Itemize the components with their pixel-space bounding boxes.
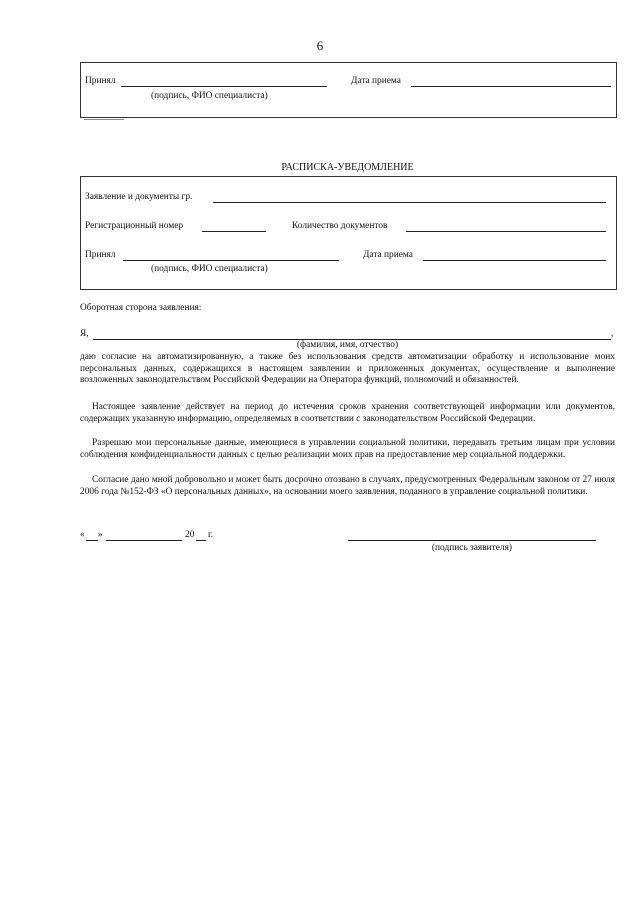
application-label: Заявление и документы гр. <box>85 192 193 202</box>
reg-number-line[interactable] <box>202 231 266 232</box>
i-label: Я, <box>80 329 89 339</box>
date-close-quote: » <box>98 530 103 540</box>
consent-paragraph-3: Разрешаю мои персональные данные, имеющиеся в управлении социальной политики, передавать третьим лицам при условии соблюдения конфиденциальности данных с целью реализации моих прав на предоставление мер социальной поддержки. <box>80 438 615 460</box>
applicant-signature-line[interactable] <box>348 540 596 541</box>
month-line[interactable] <box>106 540 182 541</box>
day-line[interactable] <box>86 540 98 541</box>
date-line[interactable] <box>411 86 611 87</box>
stray-mark <box>84 119 124 120</box>
receipt-title: РАСПИСКА-УВЕДОМЛЕНИЕ <box>281 162 414 173</box>
full-name-caption: (фамилия, имя, отчество) <box>296 340 399 350</box>
year-suffix: г. <box>208 530 214 540</box>
accepted-signature-line[interactable] <box>121 86 327 87</box>
consent-paragraph-1: даю согласие на автоматизированную, а также без использования средств автоматизации обработку и использование моих персональных данных, содержащихся в настоящем заявлении и приложенных документах, осуществление и выполнение возложенных законодательством Российской Федерации на Оператора функций, полномочий и обязанностей. <box>80 352 615 386</box>
year-line[interactable] <box>196 540 206 541</box>
receipt-accepted-line[interactable] <box>123 260 339 261</box>
receipt-box <box>80 176 617 290</box>
full-name-end-comma: , <box>611 329 614 339</box>
applicant-signature-caption: (подпись заявителя) <box>431 543 513 553</box>
top-acceptance-box <box>80 62 617 118</box>
consent-paragraph-2: Настоящее заявление действует на период до истечения сроков хранения соответствующей информации или документов, содержащих указанную информацию, определяемых в соответствии с законодательством Российской Федерации. <box>80 402 615 424</box>
accepted-caption: (подпись, ФИО специалиста) <box>151 91 268 101</box>
reverse-heading: Оборотная сторона заявления: <box>80 303 202 313</box>
receipt-date-line[interactable] <box>423 260 606 261</box>
year-prefix: 20 <box>185 530 195 540</box>
reg-number-label: Регистрационный номер <box>85 221 184 231</box>
date-open-quote: « <box>80 530 85 540</box>
page-number: 6 <box>316 38 324 53</box>
application-name-line[interactable] <box>213 202 606 203</box>
receipt-accepted-caption: (подпись, ФИО специалиста) <box>151 264 268 274</box>
consent-paragraph-4: Согласие дано мной добровольно и может быть досрочно отозвано в случаях, предусмотренных Федеральным законом от 27 июля 2006 года №152-ФЗ «О персональных данных», на основании моего заявления, поданного в управление социальной политики. <box>80 475 615 497</box>
doc-count-label: Количество документов <box>292 221 388 231</box>
receipt-date-label: Дата приема <box>363 250 413 260</box>
doc-count-line[interactable] <box>406 231 606 232</box>
receipt-accepted-label: Принял <box>85 250 116 260</box>
accepted-label: Принял <box>85 76 116 86</box>
date-label: Дата приема <box>351 76 401 86</box>
